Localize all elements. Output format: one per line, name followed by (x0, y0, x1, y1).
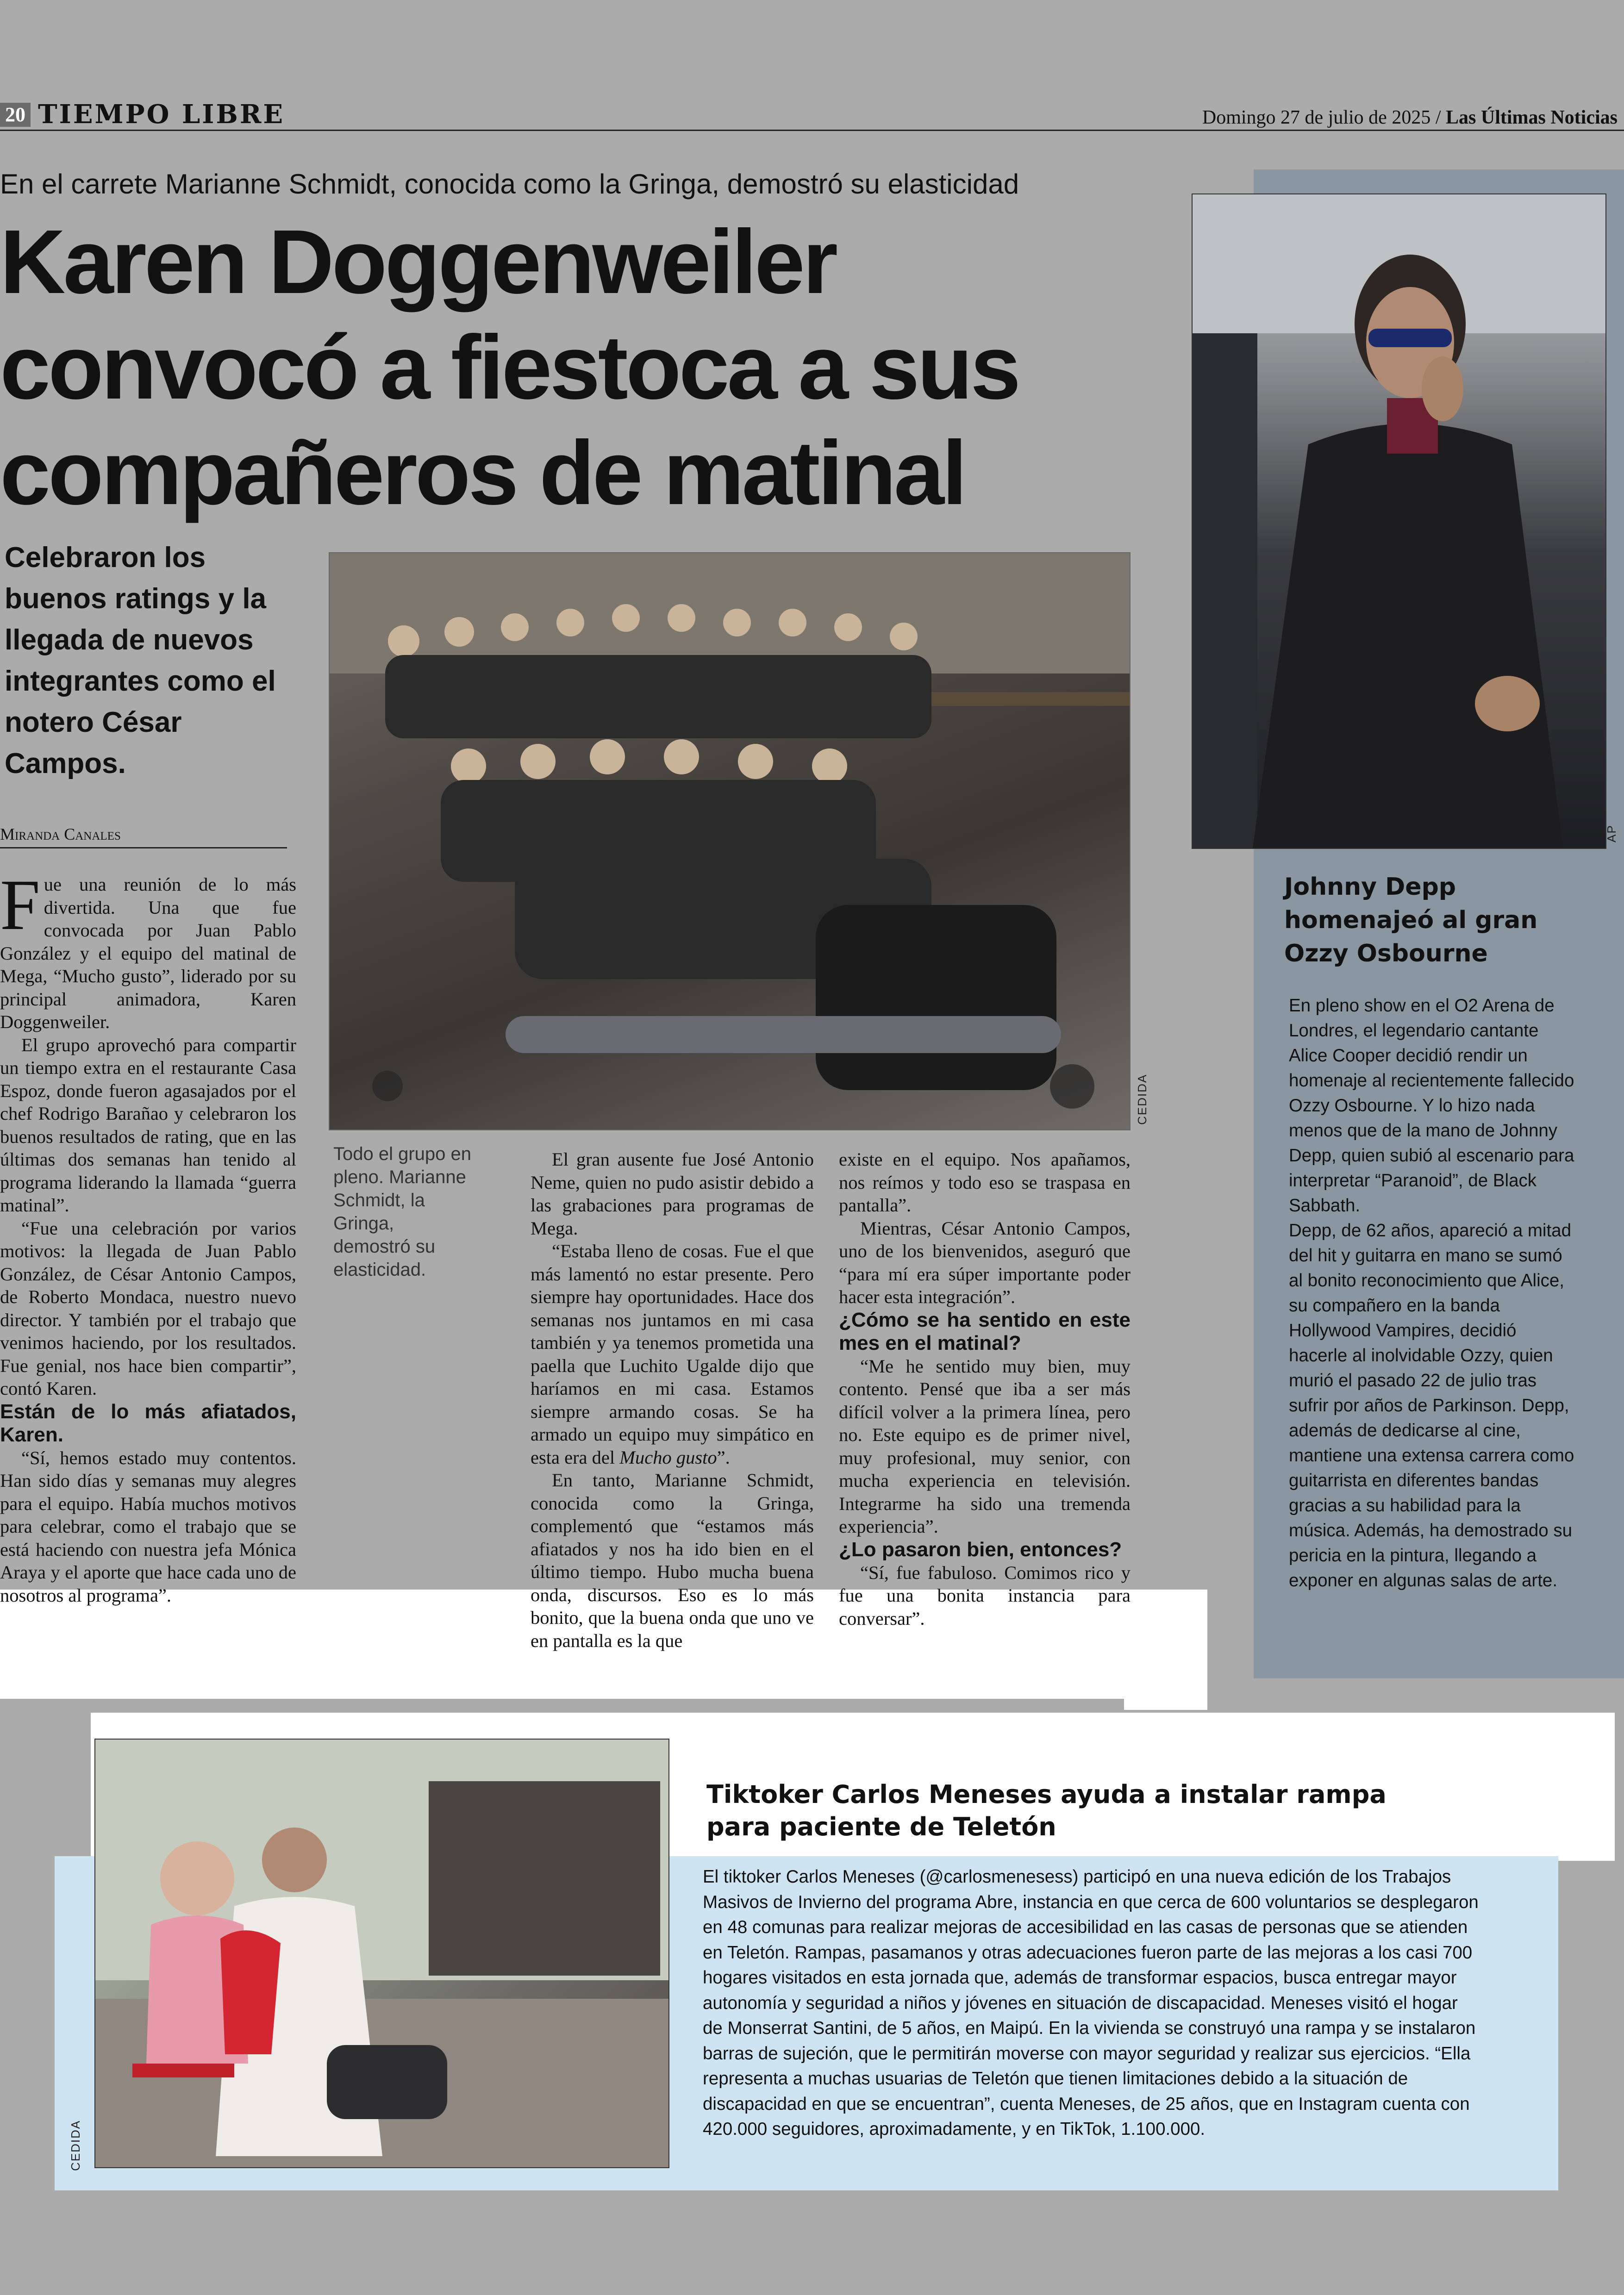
paragraph: El tiktoker Carlos Meneses (@carlosmenesess) participó en una nueva edición de los Trabajos Masivos de Invierno del programa Abre, instancia en que cerca de 600 voluntarios se desplegaron en 48 comunas para realizar mejoras de accesibilidad en las casas de personas que se atienden en Teletón. Rampas, pasamanos y otras adecuaciones fueron parte de las mejoras a los casi 700 hogares visitados en esta jornada que, además de transformar espacios, busca entregar mayor autonomía y seguridad a niños y jóvenes en situación de discapacidad. Meneses visitó el hogar de Monserrat Santini, de 5 años, en Maipú. En la vivienda se construyó una rampa y se instalaron barras de sujeción, que le permitirán moverse con mayor seguridad y realizar sus ejercicios. “Ella representa a muchas usuarias de Teletón que tienen limitaciones debido a la situación de discapacidad en que se encuentran”, cuenta Meneses, de 25 años, que en Instagram cuenta con 420.000 seguidores, aproximadamente, y en TikTok, 1.100.000. (703, 1867, 1479, 2139)
johnny-depp-photo (1192, 193, 1606, 849)
paragraph: Mientras, César Antonio Campos, uno de los bienvenidos, aseguró que “para mí era súper importante poder hacer esta integración”. (839, 1217, 1131, 1307)
group-photo (329, 552, 1131, 1130)
article-column-1 (0, 865, 296, 1607)
program-name: Mucho gusto (619, 1447, 717, 1468)
paragraph: “Sí, fue fabuloso. Comimos rico y fue una bonita instancia para conversar”. (839, 1562, 1131, 1629)
paragraph: En pleno show en el O2 Arena de Londres, el legendario cantante Alice Cooper decidió rendir un homenaje al recientemente fallecido Ozzy Osbourne. Y lo hizo nada menos que de la mano de Johnny Depp, quien subió al escenario para interpretar “Paranoid”, de Black Sabbath. (1289, 996, 1574, 1216)
header-rule (0, 130, 1624, 131)
article-headline: Karen Doggenweiler convocó a fiestoca a sus compañeros de matinal (0, 211, 1019, 524)
photo-caption: Todo el grupo en pleno. Marianne Schmidt, la Gringa, demostró su elasticidad. (333, 1144, 472, 1280)
article-kicker: En el carrete Marianne Schmidt, conocida como la Gringa, demostró su elasticidad (0, 168, 1019, 200)
paragraph: Fue una reunión de lo más divertida. Una que fue convocada por Juan Pablo González y el equipo del matinal de Mega, “Mucho gusto”, liderado por su principal animadora, Karen Doggenweiler. (0, 865, 296, 1032)
mute-icon (1050, 1064, 1094, 1109)
paragraph: “Me he sentido muy bien, muy contento. Pensé que iba a ser más difícil volver a la primera línea, pero no. Este equipo es de primer nivel, muy profesional, muy senior, con mucha experiencia en televisión. Integrarme ha sido una tremenda experiencia”. (839, 1355, 1131, 1537)
publication-name: Las Últimas Noticias (1446, 107, 1618, 128)
bottom-story-title: Tiktoker Carlos Meneses ayuda a instalar rampa para paciente de Teletón (706, 1780, 1387, 1841)
user-icon (372, 1071, 403, 1101)
paragraph: El gran ausente fue José Antonio Neme, quien no pudo asistir debido a las grabaciones para programas de Mega. (531, 1149, 814, 1239)
group-photo-illustration (330, 553, 1130, 1129)
section-title: TIEMPO LIBRE (38, 99, 285, 130)
paragraph: “Fue una celebración por varios motivos: la llegada de Juan Pablo González, de César Antonio Campos, de Roberto Mondaca, nuestro nuevo director. Y también por el trabajo que venimos haciendo, por los resultados. Fue genial, nos hace bien compartir”, contó Karen. (0, 1217, 296, 1399)
sidebar-body (1289, 993, 1576, 1593)
photo-credit-depp: AP (1605, 824, 1618, 842)
masthead-info (1202, 105, 1618, 131)
interview-question: ¿Cómo se ha sentido en este mes en el matinal? (839, 1308, 1131, 1354)
sidebar-title: Johnny Depp homenajeó al gran Ozzy Osbourne (1284, 873, 1538, 967)
photo-credit-group: CEDIDA (1135, 1073, 1149, 1125)
page-number: 20 (0, 103, 31, 127)
bottom-story-body (703, 1865, 1480, 2142)
article-bottom-background-right (1124, 1590, 1207, 1710)
paragraph: “Sí, hemos estado muy contentos. Han sido días y semanas muy alegres para el equipo. Había muchos motivos para celebrar, como el trabajo que se está haciendo con nuestra jefa Mónica Araya y el aporte que hace cada uno de nosotros al programa”. (0, 1447, 296, 1606)
issue-date: Domingo 27 de julio de 2025 (1202, 107, 1431, 128)
paragraph: “Estaba lleno de cosas. Fue el que más lamentó no estar presente. Pero siempre hay oportunidades. Hace dos semanas nos juntamos en mi casa también y ya tenemos prometida una paella que Luchito Ugalde dijo que haríamos en mi casa. Estamos siempre armando cosas. Se ha armado un equipo muy simpático en esta era del Mucho gusto”. (531, 1241, 814, 1468)
meneses-illustration (95, 1740, 668, 2167)
photo-credit-meneses: CEDIDA (69, 2120, 82, 2171)
drop-cap: F (0, 865, 40, 945)
interview-question: ¿Lo pasaron bien, entonces? (839, 1538, 1122, 1561)
paragraph: En tanto, Marianne Schmidt, conocida como la Gringa, complementó que “estamos más afiatados y nos ha ido bien en el último tiempo. Hubo mucha buena onda, discursos. Eso es lo más bonito, que la buena onda que uno ve en pantalla es la que (531, 1470, 814, 1651)
johnny-depp-illustration (1193, 194, 1605, 848)
paragraph: Depp, de 62 años, apareció a mitad del hit y guitarra en mano se sumó al bonito reconocimiento que Alice, su compañero en la banda Hollywood Vampires, decidió hacerle al inolvidable Ozzy, quien murió el pasado 22 de julio tras sufrir por años de Parkinson. Depp, además de dedicarse al cine, mantiene una extensa carrera como guitarrista en diferentes bandas gracias a su habilidad para la música. Además, ha demostrado su pericia en la pintura, llegando a exponer en algunas salas de arte. (1289, 1221, 1574, 1590)
separator: / (1435, 107, 1441, 128)
meneses-photo (94, 1739, 669, 2168)
article-deck: Celebraron los buenos ratings y la llegada de nuevos integrantes como el notero César Campos. (5, 542, 276, 780)
paragraph: existe en el equipo. Nos apañamos, nos reímos y todo eso se traspasa en pantalla”. (839, 1149, 1131, 1216)
paragraph: El grupo aprovechó para compartir un tiempo extra en el restaurante Casa Espoz, donde fueron agasajados por el chef Rodrigo Barañao y celebraron los buenos resultados de rating, que en las últimas dos semanas han tenido al programa liderando la llamada “guerra matinal”. (0, 1034, 296, 1216)
byline: Miranda Canales (0, 824, 287, 848)
article-column-3 (839, 1148, 1131, 1630)
article-column-2 (531, 1148, 814, 1652)
interview-question: Están de lo más afiatados, Karen. (0, 1400, 296, 1446)
